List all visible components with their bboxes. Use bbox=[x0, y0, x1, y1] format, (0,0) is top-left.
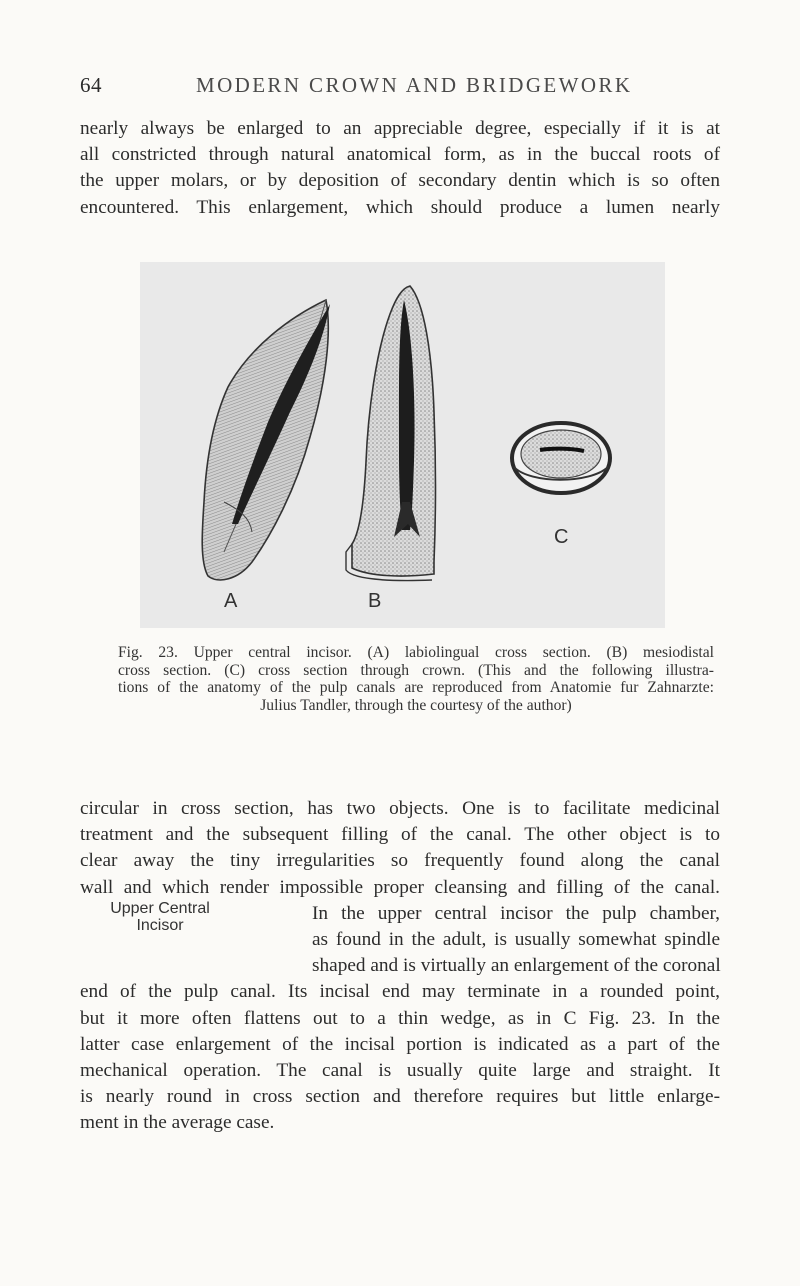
section-b-drawing bbox=[346, 286, 436, 581]
text-line: ment in the average case. bbox=[80, 1112, 275, 1134]
text-line: the upper molars, or by deposition of secondary dentin which is so often bbox=[80, 170, 720, 192]
figure-caption bbox=[118, 644, 714, 714]
section-c-drawing bbox=[512, 423, 610, 493]
text-line: all constricted through natural anatomical form, as in the buccal roots of bbox=[80, 144, 720, 166]
text-line: In the upper central incisor the pulp chamber, bbox=[312, 902, 720, 924]
caption-line: Fig. 23. Upper central incisor. (A) labiolingual cross section. (B) mesiodistal bbox=[118, 644, 714, 661]
margin-heading-line: Incisor bbox=[136, 917, 184, 934]
margin-heading-line: Upper Central bbox=[110, 900, 210, 917]
label-c: C bbox=[554, 526, 569, 548]
paragraph-1 bbox=[80, 116, 720, 221]
text-line: nearly always be enlarged to an appreciable degree, especially if it is at bbox=[80, 118, 720, 139]
page-number: 64 bbox=[80, 73, 102, 97]
text-line: end of the pulp canal. Its incisal end may terminate in a rounded point, bbox=[80, 981, 720, 1003]
figure-illustration bbox=[140, 262, 665, 628]
caption-line: Julius Tandler, through the courtesy of the author) bbox=[260, 696, 572, 714]
section-a-drawing bbox=[202, 300, 330, 580]
label-b: B bbox=[368, 590, 382, 612]
text-line: as found in the adult, is usually somewhat spindle bbox=[312, 929, 720, 951]
text-line: encountered. This enlargement, which should produce a lumen nearly bbox=[80, 196, 720, 218]
running-title: MODERN CROWN AND BRIDGEWORK bbox=[196, 73, 633, 97]
text-line: mechanical operation. The canal is usually quite large and straight. It bbox=[80, 1060, 720, 1082]
text-line: but it more often flattens out to a thin wedge, as in C Fig. 23. In the bbox=[80, 1007, 720, 1029]
paragraph-2 bbox=[80, 796, 720, 1137]
text-line: treatment and the subsequent filling of the canal. The other object is to bbox=[80, 824, 720, 846]
figure-23-incisor-sections bbox=[140, 262, 665, 628]
text-line: shaped and is virtually an enlargement of the coronal bbox=[312, 955, 721, 977]
caption-line: cross section. (C) cross section through crown. (This and the following illustra- bbox=[118, 661, 714, 679]
text-line: clear away the tiny irregularities so frequently found along the canal bbox=[80, 850, 720, 872]
text-line: wall and which render impossible proper cleansing and filling of the canal. bbox=[80, 876, 720, 898]
label-a: A bbox=[224, 590, 238, 612]
text-line: circular in cross section, has two objects. One is to facilitate medicinal bbox=[80, 798, 720, 819]
text-line: latter case enlargement of the incisal portion is indicated as a part of the bbox=[80, 1033, 720, 1055]
text-line: is nearly round in cross section and therefore requires but little enlarge- bbox=[80, 1086, 720, 1108]
caption-line: tions of the anatomy of the pulp canals are reproduced from Anatomie fur Zahnarzte: bbox=[118, 679, 714, 697]
